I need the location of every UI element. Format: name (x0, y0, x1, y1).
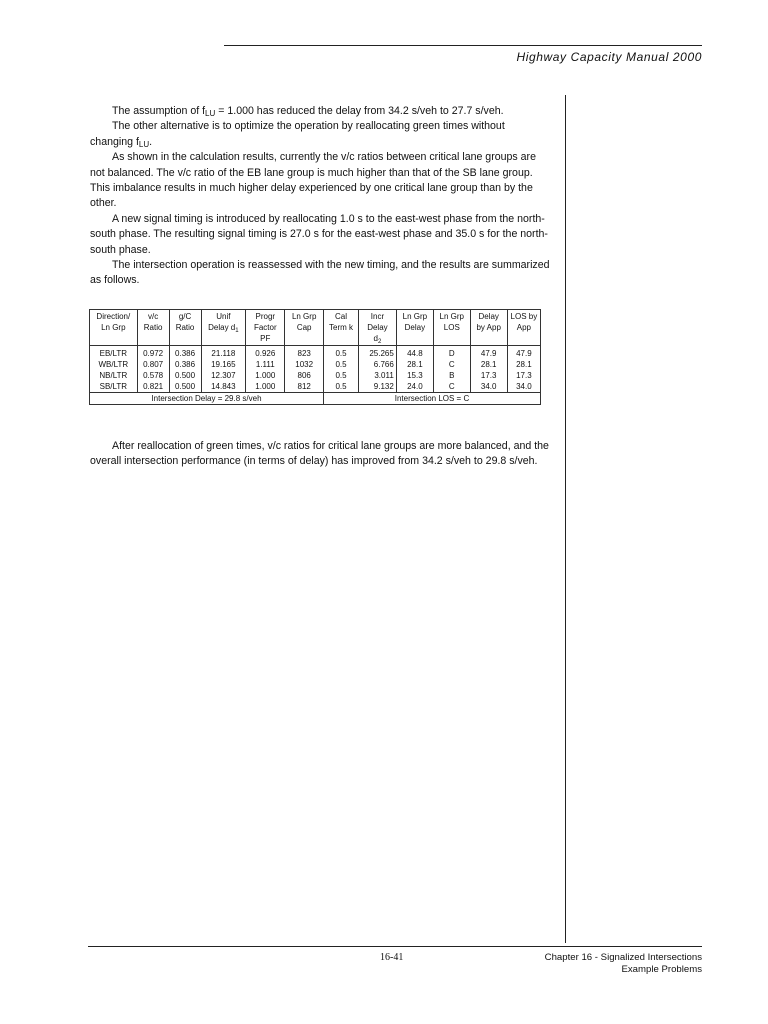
paragraph-1: The assumption of $f_{LU} = 1.000$ has reduced the delay from 34.2 s/veh to 27.7 s/veh. (112, 105, 504, 118)
table-row: NB/LTR 0.578 0.500 12.307 1.000 806 0.5 3.011 15.3 B 17.3 17.3 (90, 370, 541, 381)
footer-rule (88, 946, 702, 947)
intersection-delay: Intersection Delay = 29.8 s/veh (90, 393, 324, 405)
col-vc-ratio: v/c Ratio (137, 310, 169, 346)
col-cal-term: Cal Term k (323, 310, 358, 346)
footer-chapter: Chapter 16 - Signalized Intersections (544, 952, 702, 963)
table-summary-row (90, 393, 541, 405)
col-ln-grp-cap: Ln Grp Cap (285, 310, 324, 346)
running-header-title: Highway Capacity Manual 2000 (516, 50, 702, 64)
paragraph-closing: After reallocation of green times, v/c ratios for critical lane groups are more balanced, and the overall intersection performance (in terms of delay) has improved from 34.2 s/veh to 29.8 s/veh. (90, 440, 549, 468)
table-row: WB/LTR 0.807 0.386 19.165 1.111 1032 0.5 6.766 28.1 C 28.1 28.1 (90, 359, 541, 370)
paragraph-5: The intersection operation is reassessed with the new timing, and the results are summarized as follows. (90, 259, 550, 287)
margin-rule (565, 95, 566, 943)
results-table (89, 309, 541, 405)
table-row: EB/LTR 0.972 0.386 21.118 0.926 823 0.5 25.265 44.8 D 47.9 47.9 (90, 346, 541, 360)
page-number: 16-41 (380, 952, 404, 963)
body-text (90, 104, 550, 289)
paragraph-4: A new signal timing is introduced by reallocating 1.0 s to the east-west phase from the north-south phase. The resulting signal timing is 27.0 s for the east-west phase and 35.0 s for the north-south phase. (90, 212, 548, 256)
table-row: SB/LTR 0.821 0.500 14.843 1.000 812 0.5 9.132 24.0 C 34.0 34.0 (90, 381, 541, 393)
col-unif-delay: Unif Delay $d_1$ (201, 310, 246, 346)
col-gc-ratio: g/C Ratio (169, 310, 201, 346)
paragraph-2: The other alternative is to optimize the operation by reallocating green times without changing $f_{LU}$. (90, 120, 505, 149)
col-progr-factor: Progr Factor PF (246, 310, 285, 346)
intersection-los: Intersection LOS = C (323, 393, 540, 405)
table-header-row (90, 310, 541, 346)
running-footer (545, 952, 702, 976)
col-direction: Direction/ Ln Grp (90, 310, 138, 346)
header-rule (224, 45, 702, 46)
col-los-by-app: LOS by App (507, 310, 540, 346)
col-ln-grp-delay: Ln Grp Delay (396, 310, 433, 346)
footer-section: Example Problems (621, 964, 702, 975)
col-incr-delay: Incr Delay $d_2$ (359, 310, 397, 346)
col-ln-grp-los: Ln Grp LOS (433, 310, 470, 346)
paragraph-3: As shown in the calculation results, currently the v/c ratios between critical lane groups are not balanced. The v/c ratio of the EB lane group is much higher than that of the SB lane group. This imbalance results in much higher delay experienced by one critical lane group than by the other. (90, 151, 536, 210)
closing-text (90, 439, 550, 470)
col-delay-by-app: Delay by App (470, 310, 507, 346)
